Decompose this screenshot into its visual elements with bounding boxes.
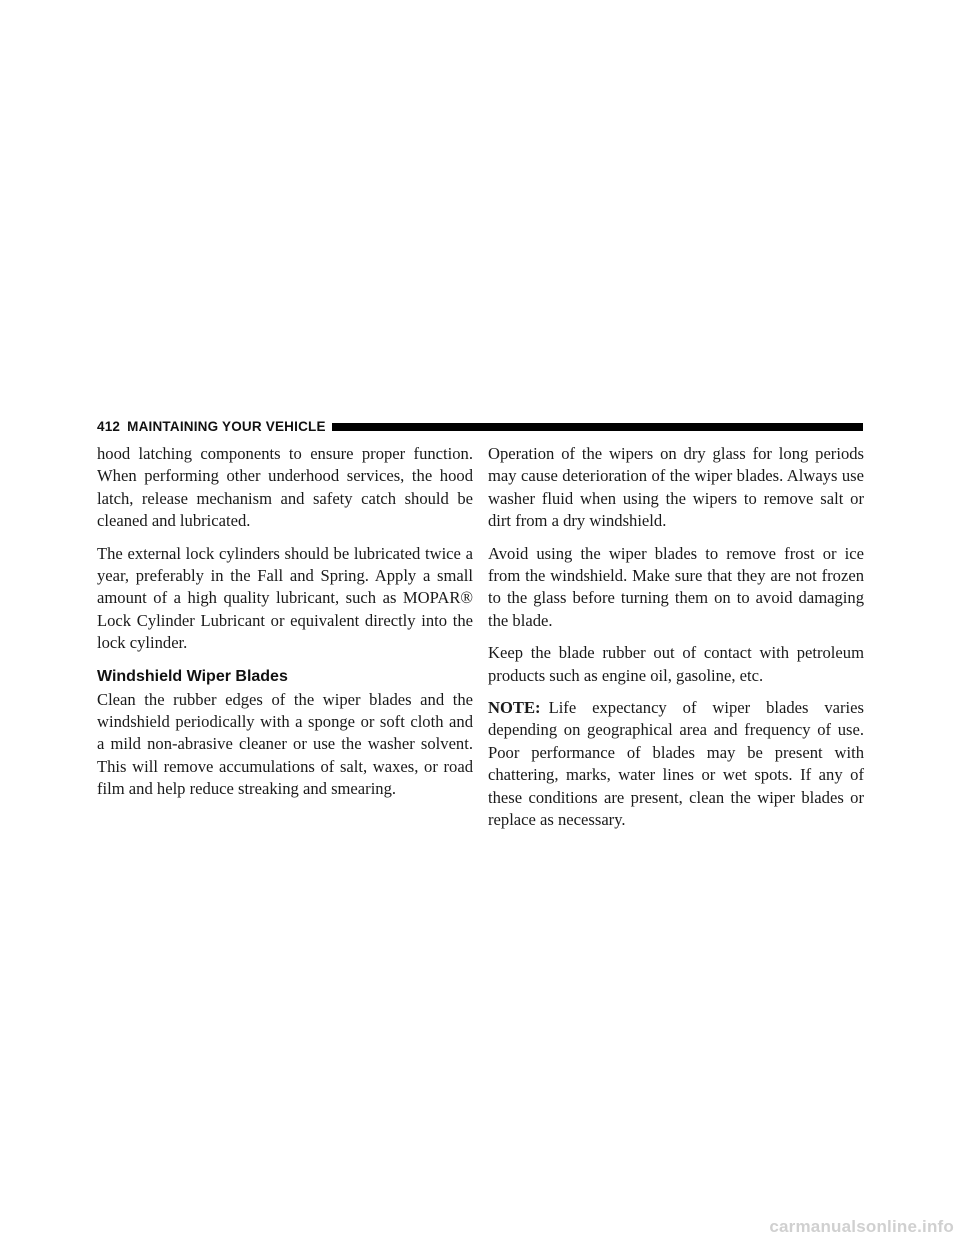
paragraph-hood-latch: hood latching components to ensure proper function. When performing other underhood services, the hood latch, release mechanism and safety catch should be cleaned and lubricated.: [97, 444, 473, 531]
page-number: 412: [97, 418, 121, 434]
right-column: [488, 443, 864, 842]
paragraph-lock-cylinders: The external lock cylinders should be lubricated twice a year, preferably in the Fall and Spring. Apply a small amount of a high quality lubricant, such as MOPAR® Lock Cylinder Lubricant or equivalent directly into the lock cylinder.: [97, 543, 473, 653]
paragraph-dry-glass: Operation of the wipers on dry glass for long periods may cause deterioration of the wiper blades. Always use washer fluid when using the wipers to remove salt or dirt from a dry windshield.: [488, 444, 864, 531]
header-rule: [332, 423, 863, 431]
note-label: NOTE:: [488, 698, 541, 718]
section-title: MAINTAINING YOUR VEHICLE: [127, 418, 326, 434]
page-header: [97, 415, 863, 437]
paragraph-clean-wipers: Clean the rubber edges of the wiper blades and the windshield periodically with a sponge or soft cloth and a mild non-abrasive cleaner or use the washer solvent. This will remove accumulations of salt, waxes, or road film and help reduce streaking and smearing.: [97, 689, 473, 799]
paragraph-frost-ice: Avoid using the wiper blades to remove frost or ice from the windshield. Make sure that they are not frozen to the glass before turning them on to avoid damaging the blade.: [488, 543, 864, 630]
note-paragraph: [488, 697, 864, 831]
heading-windshield-wiper-blades: Windshield Wiper Blades: [97, 667, 288, 685]
note-text: Life expectancy of wiper blades varies depending on geographical area and frequency of use. Poor performance of blades may be present with chattering, marks, water lines or wet spots. If any of these conditions are present, clean the wiper blades or replace as necessary.: [488, 698, 864, 830]
left-column: [97, 443, 473, 811]
watermark: carmanualsonline.info: [769, 1217, 954, 1236]
paragraph-petroleum: Keep the blade rubber out of contact with petroleum products such as engine oil, gasoline, etc.: [488, 643, 864, 685]
